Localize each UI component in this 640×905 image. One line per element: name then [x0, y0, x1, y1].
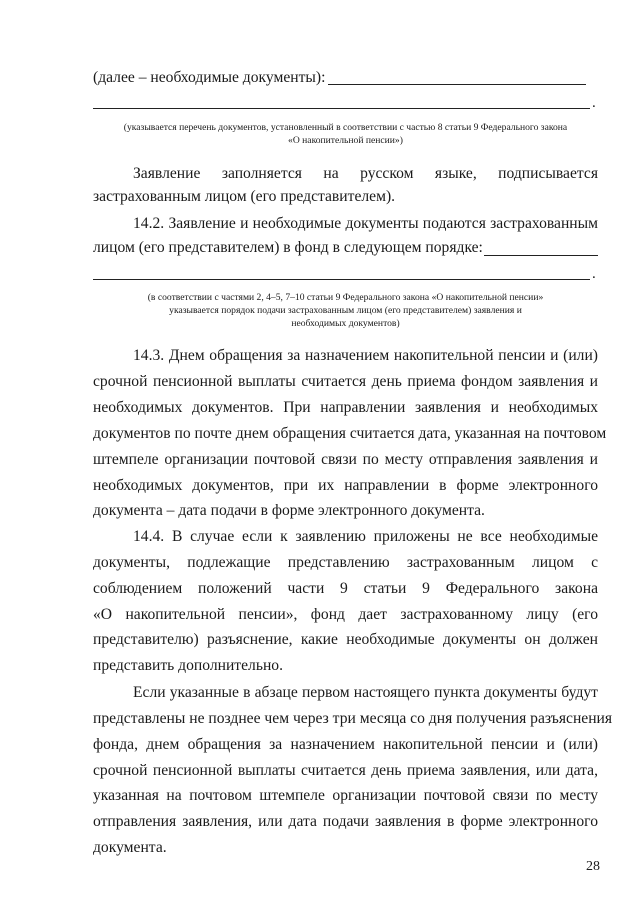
text-line-13: 14.4. В случае если к заявлению приложены не все необходимые: [133, 528, 598, 545]
text-line-2: Заявление заполняется на русском языке, подписывается: [133, 165, 598, 182]
fill-blank-1: [328, 84, 586, 85]
text-line-16: «О накопительной пенсии», фонд дает застрахованному лицу (его: [93, 606, 598, 623]
text-line-12: документа – дата подачи в форме электронного документа.: [93, 502, 485, 519]
period-mark-1: .: [592, 95, 596, 111]
footnote-1-line-2: «О накопительной пенсии»): [288, 135, 403, 146]
text-line-25: документа.: [93, 839, 167, 856]
text-line-1: (далее – необходимые документы):: [93, 69, 326, 86]
text-line-6: 14.3. Днем обращения за назначением накопительной пенсии и (или): [133, 347, 598, 364]
footnote-2-line-2: указывается порядок подачи застрахованным лицом (его представителем) заявления и: [169, 305, 522, 316]
text-line-22: срочной пенсионной выплаты считается день приема заявления, или дата,: [93, 762, 598, 779]
text-line-14: документы, подлежащие представлению застрахованным лицом с: [93, 554, 598, 571]
text-line-9: документов по почте днем обращения считается дата, указанная на почтовом: [93, 425, 607, 442]
fill-blank-4: [93, 279, 590, 280]
page-number: 28: [586, 859, 600, 874]
footnote-1-line-1: (указывается перечень документов, установленный в соответствии с частью 8 статьи 9 Федерального закона: [123, 122, 568, 133]
footnote-2-line-1: (в соответствии с частями 2, 4–5, 7–10 статьи 9 Федерального закона «О накопительной пенсии»: [147, 292, 544, 303]
text-line-5: лицом (его представителем) в фонд в следующем порядке:: [93, 239, 483, 256]
text-line-4: 14.2. Заявление и необходимые документы подаются застрахованным: [133, 215, 598, 232]
text-line-20: представлены не позднее чем через три месяца со дня получения разъяснения: [93, 710, 613, 727]
text-line-17: представителю) разъяснение, какие необходимые документы он должен: [93, 631, 598, 648]
text-line-21: фонда, днем обращения за назначением накопительной пенсии и (или): [93, 736, 598, 753]
text-line-8: необходимых документов. При направлении заявления и необходимых: [93, 399, 598, 416]
text-line-24: отправления заявления, или дата подачи заявления в форме электронного: [93, 813, 598, 830]
text-line-10: штемпеле организации почтовой связи по месту отправления заявления и: [93, 451, 598, 468]
text-line-11: необходимых документов, при их направлении в форме электронного: [93, 477, 598, 494]
text-line-15: соблюдением положений части 9 статьи 9 Федерального закона: [93, 580, 598, 597]
text-line-23: указанная на почтовом штемпеле организации почтовой связи по месту: [93, 787, 598, 804]
period-mark-2: .: [592, 266, 596, 282]
fill-blank-2: [93, 108, 590, 109]
text-line-18: представить дополнительно.: [93, 657, 283, 674]
footnote-2-line-3: необходимых документов): [291, 318, 400, 329]
text-line-19: Если указанные в абзаце первом настоящего пункта документы будут: [133, 684, 598, 701]
text-line-3: застрахованным лицом (его представителем).: [93, 188, 396, 205]
fill-blank-3: [484, 255, 598, 256]
text-line-7: срочной пенсионной выплаты считается день приема фондом заявления и: [93, 373, 598, 390]
